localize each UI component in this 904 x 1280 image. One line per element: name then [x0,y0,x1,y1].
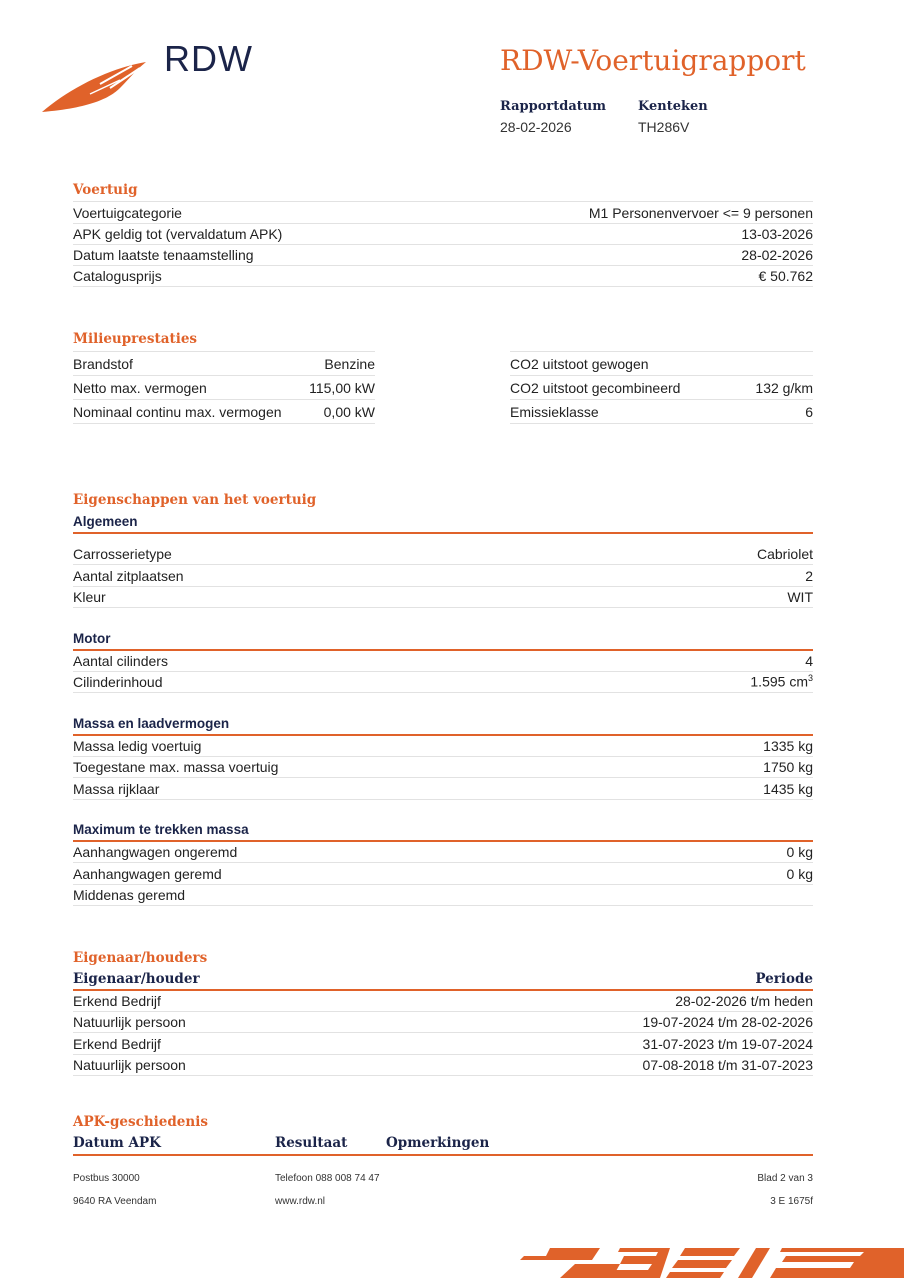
trekken-title: Maximum te trekken massa [73,822,249,837]
datum-apk-col-header: Datum APK [73,1135,161,1151]
algemeen-title: Algemeen [73,514,138,529]
voertuig-title: Voertuig [73,182,138,198]
table-row: Aanhangwagen ongeremd 0 kg [73,841,813,863]
table-row: Kleur WIT [73,586,813,608]
kenteken-label: Kenteken [638,99,708,114]
table-row: Aantal cilinders 4 [73,650,813,672]
table-row: Aanhangwagen geremd 0 kg [73,863,813,885]
periode-col-header: Periode [755,971,813,987]
milieu-title: Milieuprestaties [73,331,198,347]
footer-page: Blad 2 van 3 [757,1173,813,1184]
massa-title: Massa en laadvermogen [73,716,230,731]
table-row: APK geldig tot (vervaldatum APK) 13-03-2026 [73,223,813,245]
table-row: Erkend Bedrijf 31-07-2023 t/m 19-07-2024 [73,1033,813,1055]
logo-text: RDW [164,38,253,79]
table-row: Aantal zitplaatsen 2 [73,565,813,587]
milieu-row: Nominaal continu max. vermogen 0,00 kW Emissieklasse 6 [73,400,813,424]
table-row: Toegestane max. massa voertuig 1750 kg [73,756,813,778]
eigenaar-title: Eigenaar/houders [73,950,208,966]
eigenschappen-title: Eigenschappen van het voertuig [73,492,317,508]
footer-code: 3 E 1675f [770,1196,813,1207]
table-row: Cilinderinhoud 1.595 $cm^3$ [73,671,813,693]
rdw-logo-icon [40,58,150,116]
table-row: Massa rijklaar 1435 kg [73,778,813,800]
motor-title: Motor [73,631,111,646]
kenteken-value: TH286V [638,119,690,135]
decorative-stripes-icon [520,1244,904,1280]
table-row: Voertuigcategorie M1 Personenvervoer <= 9 personen [73,201,813,224]
report-title: RDW-Voertuigrapport [500,44,806,77]
rapportdatum-label: Rapportdatum [500,99,606,114]
footer-telefoon: Telefoon 088 008 74 47 [275,1173,380,1184]
table-row: Natuurlijk persoon 19-07-2024 t/m 28-02-2026 [73,1011,813,1033]
footer-website: www.rdw.nl [275,1196,326,1207]
table-row: Middenas geremd [73,884,813,906]
eigenaar-col-header: Eigenaar/houder [73,971,200,987]
footer-city: 9640 RA Veendam [73,1196,157,1207]
milieu-row: Brandstof Benzine CO2 uitstoot gewogen [73,352,813,376]
apk-title: APK-geschiedenis [73,1114,208,1130]
table-row: Massa ledig voertuig 1335 kg [73,735,813,757]
milieu-row: Netto max. vermogen 115,00 kW CO2 uitstoot gecombineerd 132 g/km [73,376,813,400]
resultaat-col-header: Resultaat [275,1135,348,1151]
table-row: Erkend Bedrijf 28-02-2026 t/m heden [73,990,813,1012]
table-row: Natuurlijk persoon 07-08-2018 t/m 31-07-2023 [73,1054,813,1076]
footer-postbus: Postbus 30000 [73,1173,140,1184]
table-row: Carrosserietype Cabriolet [73,543,813,565]
table-row: Catalogusprijs € 50.762 [73,265,813,287]
rapportdatum-value: 28-02-2026 [500,119,572,135]
table-row: Datum laatste tenaamstelling 28-02-2026 [73,244,813,266]
opmerkingen-col-header: Opmerkingen [386,1135,490,1151]
